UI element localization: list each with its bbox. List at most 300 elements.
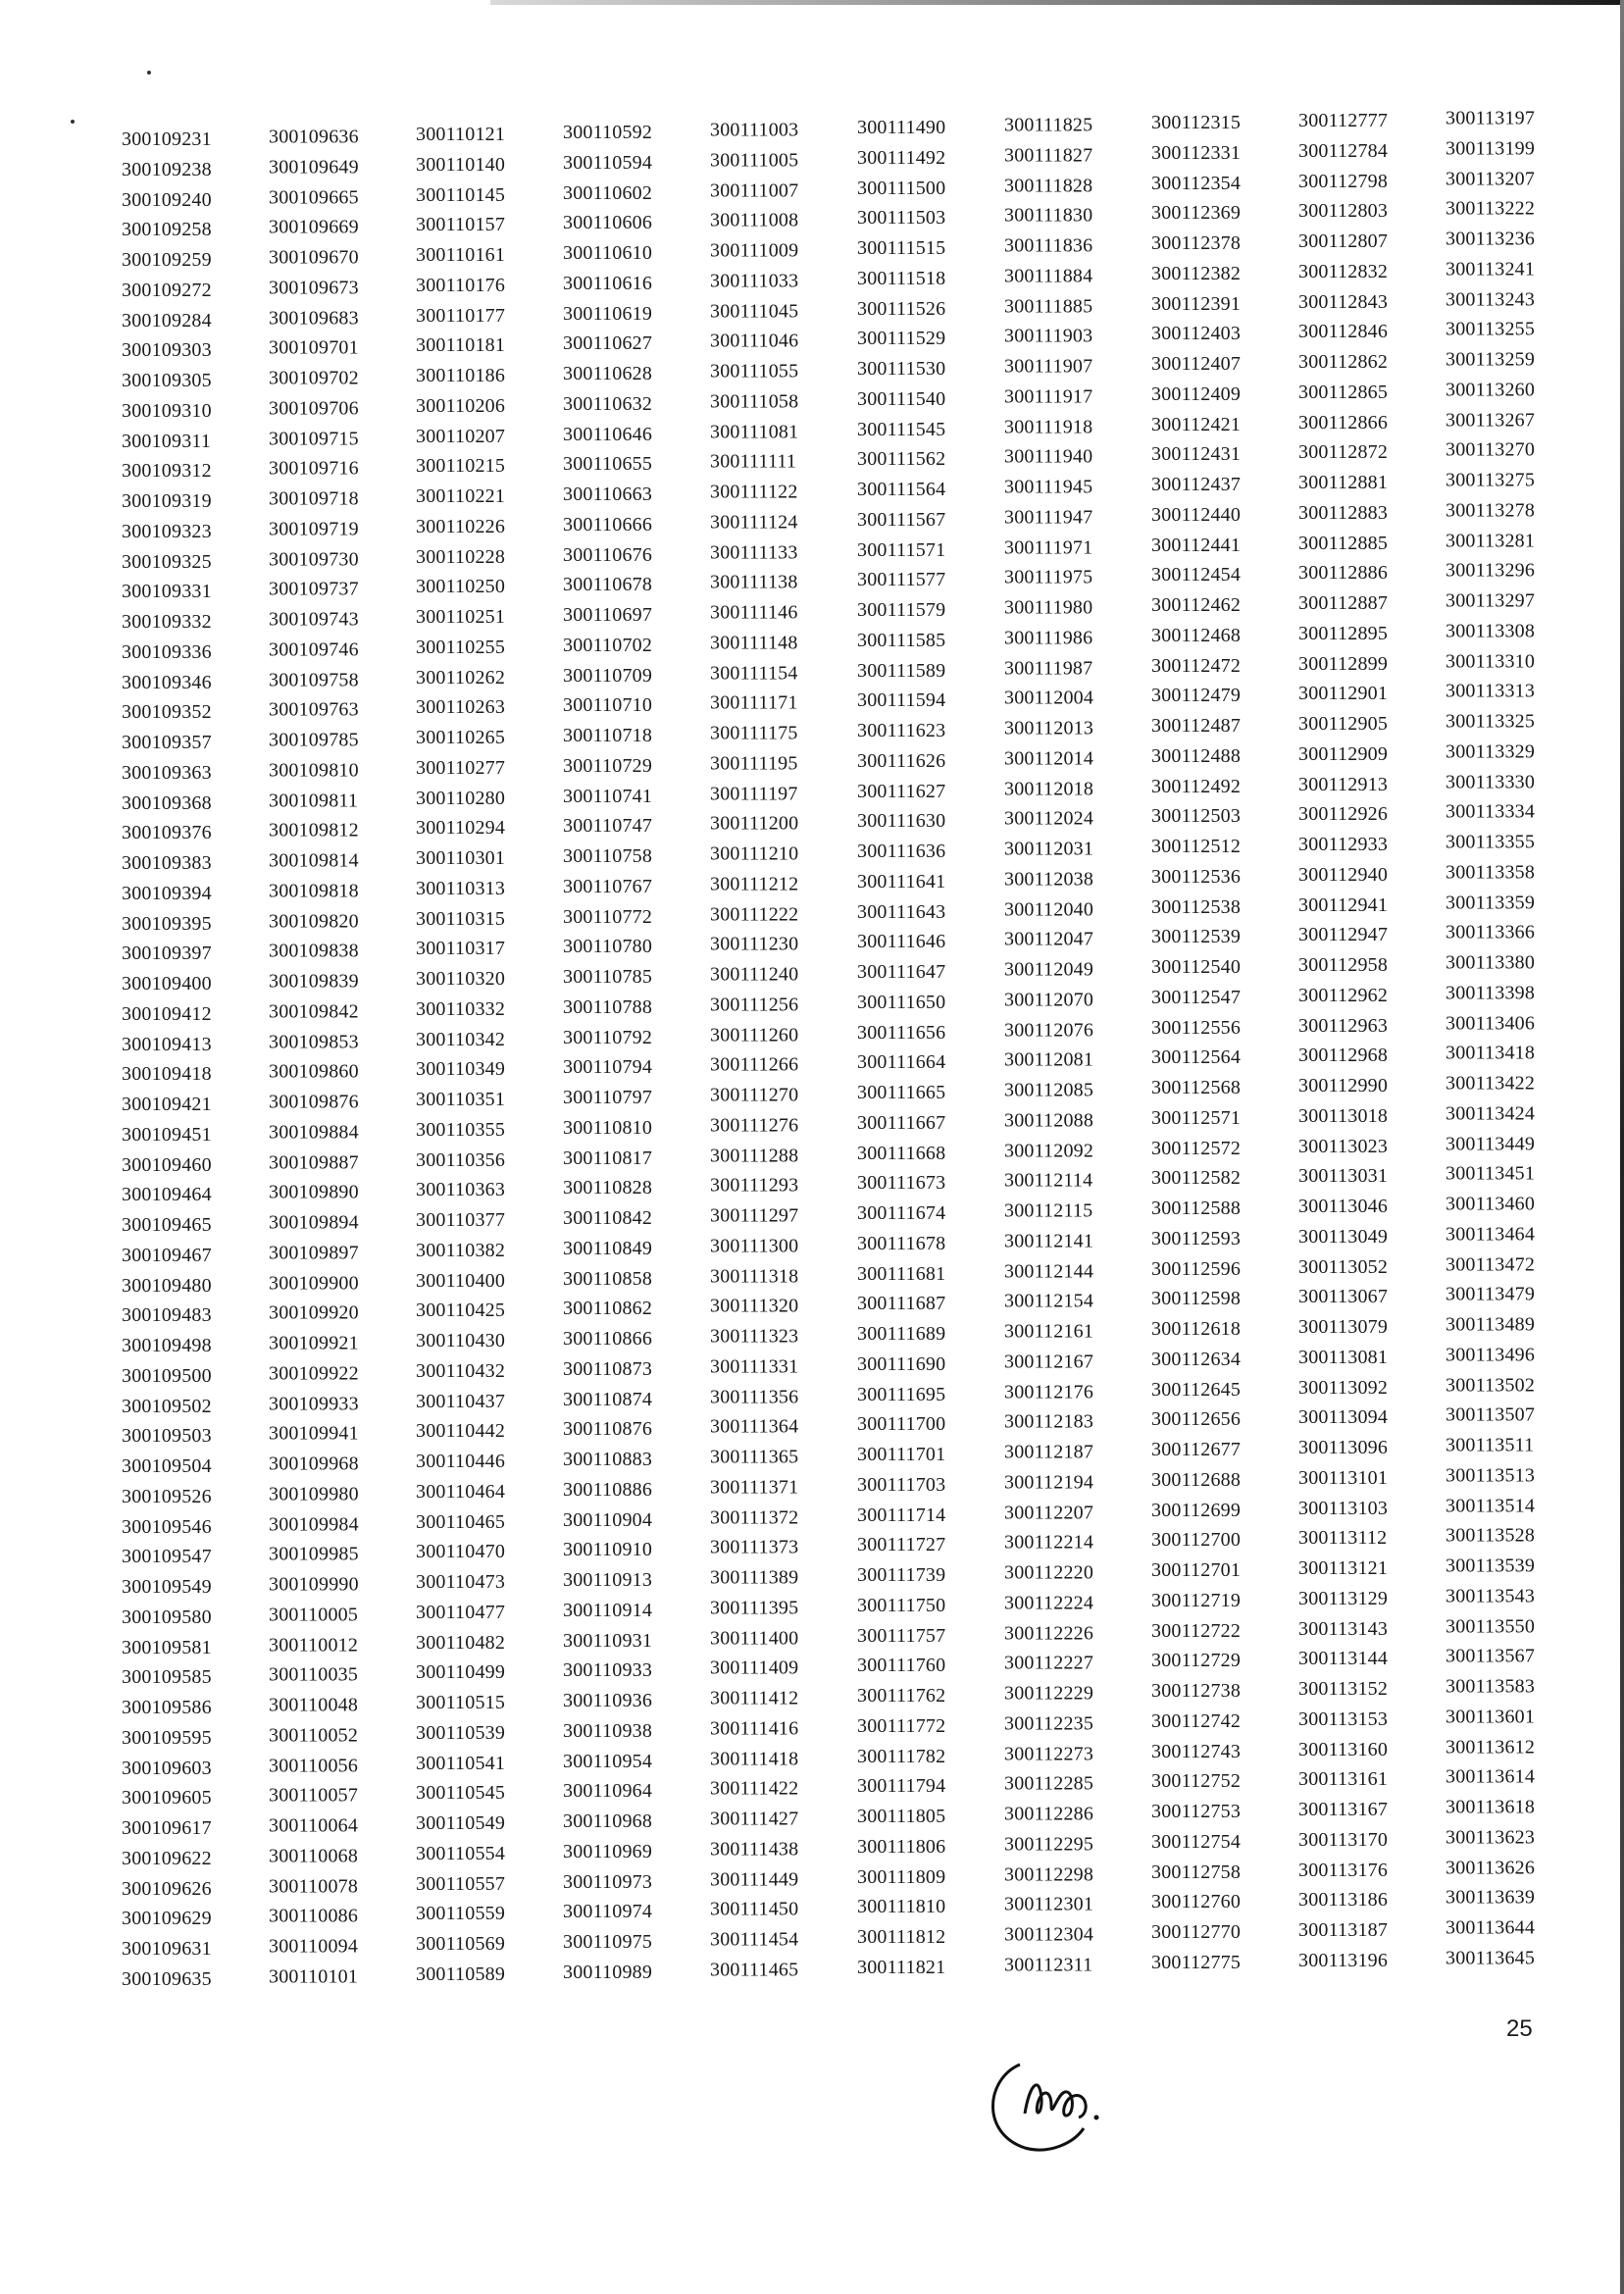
roll-number-cell: 300111739 xyxy=(857,1564,946,1586)
roll-number-cell: 300112865 xyxy=(1298,381,1389,403)
roll-number-cell: 300111701 xyxy=(857,1444,946,1465)
roll-number-cell: 300111687 xyxy=(857,1293,946,1315)
roll-number-cell: 300112596 xyxy=(1151,1257,1242,1280)
roll-number-cell: 300109763 xyxy=(269,698,359,721)
roll-number-cell: 300109941 xyxy=(269,1422,359,1445)
roll-number-cell: 300113325 xyxy=(1446,710,1536,733)
roll-number-cell: 300113260 xyxy=(1446,379,1536,401)
roll-number-cell: 300111641 xyxy=(857,870,946,892)
roll-number-cell: 300110317 xyxy=(416,938,506,960)
roll-number-cell: 300110048 xyxy=(269,1694,359,1716)
roll-number-cell: 300109636 xyxy=(269,126,359,148)
roll-number-cell: 300109810 xyxy=(269,759,359,782)
roll-number-cell: 300110086 xyxy=(269,1905,359,1927)
roll-number-cell: 300112183 xyxy=(1004,1410,1094,1433)
roll-number-cell: 300109890 xyxy=(269,1181,359,1203)
roll-number-cell: 300112634 xyxy=(1151,1348,1242,1370)
roll-number-cell: 300112081 xyxy=(1004,1048,1094,1071)
roll-number-cell: 300113187 xyxy=(1298,1918,1389,1941)
roll-number-cell: 300110206 xyxy=(416,394,506,417)
roll-number-cell: 300111356 xyxy=(710,1385,799,1407)
roll-number-cell: 300111643 xyxy=(857,900,946,923)
roll-number-cell: 300111665 xyxy=(857,1082,946,1103)
roll-number-cell: 300113528 xyxy=(1446,1524,1536,1547)
roll-number-cell: 300113479 xyxy=(1446,1283,1536,1305)
roll-number-cell: 300109272 xyxy=(122,279,212,301)
roll-number-cell: 300112571 xyxy=(1151,1106,1242,1129)
roll-number-cell: 300111003 xyxy=(710,119,799,141)
roll-number-cell: 300110589 xyxy=(416,1963,506,1985)
roll-number-cell: 300110678 xyxy=(563,574,653,596)
roll-number-cell: 300112076 xyxy=(1004,1019,1094,1042)
roll-number-cell: 300113355 xyxy=(1446,831,1536,853)
roll-number-cell: 300111827 xyxy=(1004,144,1093,167)
roll-number-cell: 300109758 xyxy=(269,669,359,691)
roll-number-cell: 300109336 xyxy=(122,640,212,663)
roll-number-cell: 300111530 xyxy=(857,358,946,380)
roll-number-cell: 300111033 xyxy=(710,270,799,292)
roll-number-cell: 300111690 xyxy=(857,1352,946,1375)
roll-number-cell: 300113222 xyxy=(1446,197,1536,220)
roll-number-cell: 300113049 xyxy=(1298,1225,1389,1248)
roll-number-cell: 300112235 xyxy=(1004,1712,1094,1735)
roll-number-cell: 300112088 xyxy=(1004,1109,1094,1132)
roll-number-cell: 300111650 xyxy=(857,991,946,1013)
roll-number-cell: 300113329 xyxy=(1446,740,1536,763)
roll-number-cell: 300110541 xyxy=(416,1752,506,1774)
roll-number-cell: 300110012 xyxy=(269,1634,359,1657)
roll-number-cell: 300112885 xyxy=(1298,532,1389,554)
roll-number-cell: 300109305 xyxy=(122,370,212,391)
roll-number-cell: 300113101 xyxy=(1298,1466,1389,1489)
roll-number-cell: 300109876 xyxy=(269,1091,359,1113)
roll-number-cell: 300110792 xyxy=(563,1026,653,1048)
roll-number-cell: 300112462 xyxy=(1151,594,1242,617)
roll-number-cell: 300109303 xyxy=(122,339,212,362)
roll-number-cell: 300110320 xyxy=(416,968,506,991)
roll-number-cell: 300109585 xyxy=(122,1666,212,1689)
roll-number-cell: 300110294 xyxy=(416,817,506,840)
scan-top-edge xyxy=(490,0,1624,5)
roll-number-cell: 300110554 xyxy=(416,1842,506,1864)
roll-number-cell: 300112564 xyxy=(1151,1046,1242,1069)
roll-number-cell: 300113618 xyxy=(1446,1796,1536,1818)
roll-number-cell: 300112588 xyxy=(1151,1198,1242,1220)
roll-number-cell: 300110873 xyxy=(563,1357,653,1380)
roll-number-cell: 300109635 xyxy=(122,1967,212,1990)
roll-number-cell: 300112803 xyxy=(1298,200,1389,223)
roll-number-cell: 300109719 xyxy=(269,518,359,540)
roll-number-cell: 300111667 xyxy=(857,1111,946,1134)
roll-number-cell: 300109451 xyxy=(122,1123,212,1146)
roll-number-cell: 300109933 xyxy=(269,1393,359,1415)
roll-number-cell: 300110780 xyxy=(563,936,653,958)
roll-number-cell: 300110315 xyxy=(416,907,506,930)
roll-number-cell: 300110710 xyxy=(563,694,653,717)
roll-number-cell: 300110616 xyxy=(563,272,653,294)
roll-number-cell: 300109838 xyxy=(269,940,359,962)
roll-number-cell: 300109231 xyxy=(122,128,212,150)
roll-number-cell: 300110975 xyxy=(563,1930,653,1953)
roll-number-cell: 300109352 xyxy=(122,701,212,724)
roll-number-cell: 300111270 xyxy=(710,1084,799,1106)
roll-number-cell: 300112754 xyxy=(1151,1830,1242,1853)
roll-number-cell: 300110400 xyxy=(416,1269,506,1292)
roll-number-cell: 300112743 xyxy=(1151,1740,1242,1762)
roll-number-cell: 300110355 xyxy=(416,1118,506,1141)
roll-number-cell: 300110215 xyxy=(416,455,506,478)
roll-number-cell: 300109626 xyxy=(122,1877,212,1900)
roll-number-cell: 300110910 xyxy=(563,1539,653,1561)
roll-number-cell: 300112775 xyxy=(1151,1951,1242,1973)
roll-number-cell: 300112013 xyxy=(1004,717,1094,739)
roll-number-cell: 300109547 xyxy=(122,1546,212,1568)
roll-number-cell: 300111373 xyxy=(710,1536,799,1558)
roll-number-cell: 300111045 xyxy=(710,299,799,322)
roll-number-cell: 300113418 xyxy=(1446,1042,1536,1064)
roll-number-cell: 300110442 xyxy=(416,1420,506,1443)
roll-number-cell: 300112479 xyxy=(1151,685,1242,707)
roll-number-cell: 300111907 xyxy=(1004,355,1093,378)
roll-number-cell: 300109549 xyxy=(122,1576,212,1598)
roll-number-cell: 300109480 xyxy=(122,1274,212,1297)
roll-number-cell: 300112539 xyxy=(1151,926,1242,948)
scan-speck xyxy=(147,71,151,75)
roll-number-cell: 300112207 xyxy=(1004,1502,1094,1524)
roll-number-cell: 300110332 xyxy=(416,997,506,1020)
roll-number-cell: 300112014 xyxy=(1004,747,1094,770)
roll-number-cell: 300110280 xyxy=(416,787,506,809)
roll-number-cell: 300111009 xyxy=(710,239,799,262)
roll-number-cell: 300111678 xyxy=(857,1232,946,1254)
roll-number-cell: 300110094 xyxy=(269,1935,359,1958)
roll-number-cell: 300111903 xyxy=(1004,325,1093,347)
roll-number-cell: 300109820 xyxy=(269,910,359,933)
roll-number-cell: 300113406 xyxy=(1446,1011,1536,1034)
roll-number-cell: 300113639 xyxy=(1446,1886,1536,1909)
roll-number-cell: 300110968 xyxy=(563,1810,653,1832)
roll-number-cell: 300110655 xyxy=(563,453,653,476)
roll-number-cell: 300109884 xyxy=(269,1121,359,1144)
roll-number-cell: 300111266 xyxy=(710,1053,799,1076)
roll-number-cell: 300109785 xyxy=(269,729,359,751)
roll-number-cell: 300111372 xyxy=(710,1505,799,1528)
roll-number-cell: 300110747 xyxy=(563,815,653,838)
roll-number-cell: 300109421 xyxy=(122,1094,212,1115)
roll-number-cell: 300112784 xyxy=(1298,139,1389,162)
roll-number-cell: 300112905 xyxy=(1298,712,1389,735)
roll-number-column xyxy=(857,113,1004,1983)
roll-number-cell: 300112286 xyxy=(1004,1803,1094,1825)
roll-number-cell: 300109346 xyxy=(122,671,212,693)
roll-number-cell: 300113296 xyxy=(1446,559,1536,582)
roll-number-cell: 300112729 xyxy=(1151,1650,1242,1672)
roll-number-cell: 300111081 xyxy=(710,420,799,442)
roll-number-cell: 300111500 xyxy=(857,177,946,199)
roll-number-cell: 300111772 xyxy=(857,1714,946,1737)
roll-number-cell: 300109500 xyxy=(122,1364,212,1387)
roll-number-cell: 300111884 xyxy=(1004,265,1093,287)
roll-number-cell: 300113278 xyxy=(1446,499,1536,522)
roll-number-cell: 300113207 xyxy=(1446,167,1536,189)
roll-number-cell: 300110702 xyxy=(563,634,653,656)
roll-number-cell: 300110499 xyxy=(416,1661,506,1684)
roll-number-cell: 300109649 xyxy=(269,156,359,178)
roll-number-cell: 300109968 xyxy=(269,1453,359,1475)
roll-number-cell: 300111636 xyxy=(857,841,946,862)
roll-number-cell: 300111210 xyxy=(710,842,799,865)
roll-number-cell: 300110265 xyxy=(416,727,506,749)
roll-number-column xyxy=(563,118,710,1988)
roll-number-cell: 300112049 xyxy=(1004,958,1094,981)
roll-number-cell: 300111230 xyxy=(710,933,799,955)
roll-number-cell: 300112887 xyxy=(1298,591,1389,614)
roll-number-cell: 300113267 xyxy=(1446,408,1536,431)
roll-number-cell: 300111055 xyxy=(710,360,799,382)
roll-number-cell: 300111046 xyxy=(710,330,799,352)
roll-number-cell: 300113614 xyxy=(1446,1765,1536,1788)
roll-number-cell: 300112115 xyxy=(1004,1199,1093,1222)
roll-number-cell: 300110301 xyxy=(416,847,506,870)
roll-number-cell: 300111133 xyxy=(710,540,798,563)
roll-number-cell: 300111148 xyxy=(710,632,798,654)
roll-number-cell: 300113380 xyxy=(1446,951,1536,974)
roll-number-cell: 300110425 xyxy=(416,1300,506,1322)
roll-number-cell: 300112947 xyxy=(1298,924,1389,946)
roll-number-cell: 300111830 xyxy=(1004,204,1093,227)
roll-number-cell: 300111365 xyxy=(710,1446,799,1468)
roll-number-cell: 300110666 xyxy=(563,513,653,535)
roll-number-cell: 300110464 xyxy=(416,1480,506,1503)
roll-number-cell: 300113236 xyxy=(1446,228,1536,250)
roll-number-cell: 300111714 xyxy=(857,1504,946,1526)
roll-number-cell: 300113243 xyxy=(1446,287,1536,310)
roll-number-cell: 300113623 xyxy=(1446,1826,1536,1849)
roll-number-cell: 300109412 xyxy=(122,1002,212,1025)
roll-number-cell: 300113160 xyxy=(1298,1738,1389,1760)
roll-number-cell: 300111626 xyxy=(857,749,946,772)
roll-number-cell: 300109238 xyxy=(122,158,212,180)
roll-number-cell: 300113567 xyxy=(1446,1645,1536,1667)
roll-number-cell: 300113152 xyxy=(1298,1677,1389,1700)
roll-number-cell: 300112753 xyxy=(1151,1801,1242,1823)
roll-number-cell: 300111492 xyxy=(857,146,946,169)
roll-number-cell: 300111371 xyxy=(710,1476,799,1499)
roll-number-cell: 300109258 xyxy=(122,219,212,241)
roll-number-cell: 300109581 xyxy=(122,1636,212,1658)
roll-number-cell: 300110862 xyxy=(563,1298,653,1320)
roll-number-cell: 300112285 xyxy=(1004,1772,1094,1795)
roll-number-cell: 300110277 xyxy=(416,756,506,779)
roll-number-cell: 300112114 xyxy=(1004,1169,1093,1192)
roll-number-cell: 300112141 xyxy=(1004,1230,1094,1252)
roll-number-cell: 300112085 xyxy=(1004,1079,1094,1101)
roll-number-cell: 300112568 xyxy=(1151,1077,1242,1099)
signature-initials xyxy=(981,2045,1128,2163)
roll-number-cell: 300109603 xyxy=(122,1757,212,1779)
roll-number-cell: 300111331 xyxy=(710,1355,799,1378)
roll-number-cell: 300112832 xyxy=(1298,260,1389,282)
roll-number-cell: 300113079 xyxy=(1298,1315,1389,1338)
roll-number-cell: 300109683 xyxy=(269,307,359,330)
roll-number-cell: 300112968 xyxy=(1298,1045,1389,1067)
scan-speck xyxy=(71,120,75,124)
roll-number-cell: 300111681 xyxy=(857,1262,946,1285)
roll-number-cell: 300111828 xyxy=(1004,175,1093,197)
roll-number-cell: 300111917 xyxy=(1004,385,1093,408)
roll-number-cell: 300111673 xyxy=(857,1172,946,1195)
roll-number-cell: 300110718 xyxy=(563,724,653,746)
roll-number-cell: 300113449 xyxy=(1446,1132,1536,1154)
roll-number-cell: 300112092 xyxy=(1004,1140,1094,1162)
roll-number-column xyxy=(1151,108,1298,1978)
roll-number-cell: 300112224 xyxy=(1004,1592,1094,1614)
roll-number-cell: 300111940 xyxy=(1004,445,1093,468)
roll-number-cell: 300113626 xyxy=(1446,1856,1536,1878)
roll-number-cell: 300112024 xyxy=(1004,807,1094,830)
roll-number-cell: 300112770 xyxy=(1151,1921,1242,1944)
roll-number-cell: 300110057 xyxy=(269,1784,359,1807)
roll-number-cell: 300113167 xyxy=(1298,1798,1389,1820)
roll-number-cell: 300111703 xyxy=(857,1473,946,1496)
roll-number-cell: 300109483 xyxy=(122,1304,212,1327)
roll-number-cell: 300112886 xyxy=(1298,562,1389,585)
roll-number-cell: 300111526 xyxy=(857,297,946,320)
roll-number-cell: 300111545 xyxy=(857,418,946,440)
roll-number-cell: 300113121 xyxy=(1298,1556,1389,1579)
roll-number-cell: 300109323 xyxy=(122,520,212,542)
roll-number-cell: 300109842 xyxy=(269,1000,359,1023)
roll-number-cell: 300111806 xyxy=(857,1835,946,1858)
roll-number-cell: 300112273 xyxy=(1004,1743,1094,1765)
roll-number-cell: 300112487 xyxy=(1151,715,1242,738)
roll-number-cell: 300110842 xyxy=(563,1206,653,1229)
roll-number-cell: 300110938 xyxy=(563,1719,653,1742)
roll-number-cell: 300113297 xyxy=(1446,589,1536,612)
roll-number-cell: 300109259 xyxy=(122,249,212,271)
roll-number-cell: 300113129 xyxy=(1298,1587,1389,1609)
roll-number-cell: 300112161 xyxy=(1004,1320,1094,1343)
roll-number-cell: 300110432 xyxy=(416,1359,506,1382)
roll-number-cell: 300113464 xyxy=(1446,1223,1536,1246)
roll-number-cell: 300109504 xyxy=(122,1455,212,1477)
roll-number-cell: 300113366 xyxy=(1446,921,1536,943)
roll-number-cell: 300113644 xyxy=(1446,1916,1536,1939)
roll-number-cell: 300110914 xyxy=(563,1599,653,1621)
roll-number-cell: 300109400 xyxy=(122,973,212,994)
roll-number-cell: 300110549 xyxy=(416,1812,506,1835)
roll-number-cell: 300110161 xyxy=(416,244,506,267)
roll-number-cell: 300110858 xyxy=(563,1267,653,1290)
roll-number-cell: 300111175 xyxy=(710,722,798,744)
roll-number-cell: 300109312 xyxy=(122,460,212,483)
roll-number-cell: 300109397 xyxy=(122,943,212,965)
roll-number-cell: 300111529 xyxy=(857,328,946,350)
roll-number-cell: 300113472 xyxy=(1446,1252,1536,1275)
roll-number-cell: 300111674 xyxy=(857,1202,946,1224)
roll-number-cell: 300112598 xyxy=(1151,1288,1242,1310)
roll-number-cell: 300111395 xyxy=(710,1597,799,1619)
roll-number-cell: 300111449 xyxy=(710,1867,799,1890)
roll-number-cell: 300111200 xyxy=(710,812,799,835)
roll-number-cell: 300110437 xyxy=(416,1390,506,1412)
roll-number-cell: 300111695 xyxy=(857,1383,946,1405)
roll-number-cell: 300112688 xyxy=(1151,1468,1242,1491)
roll-number-cell: 300112760 xyxy=(1151,1891,1242,1913)
roll-number-cell: 300110594 xyxy=(563,151,653,174)
roll-number-cell: 300109502 xyxy=(122,1395,212,1417)
roll-number-cell: 300109595 xyxy=(122,1726,212,1749)
roll-number-cell: 300110078 xyxy=(269,1875,359,1898)
roll-number-cell: 300111947 xyxy=(1004,506,1093,529)
roll-number-cell: 300112038 xyxy=(1004,868,1094,891)
roll-number-cell: 300113275 xyxy=(1446,469,1536,491)
roll-number-cell: 300110697 xyxy=(563,603,653,626)
roll-number-cell: 300110989 xyxy=(563,1961,653,1983)
roll-number-cell: 300109670 xyxy=(269,246,359,269)
roll-number-cell: 300111986 xyxy=(1004,627,1093,649)
roll-number-cell: 300109860 xyxy=(269,1060,359,1083)
roll-number-cell: 300111821 xyxy=(857,1956,946,1978)
roll-number-cell: 300109240 xyxy=(122,188,212,211)
roll-number-cell: 300110936 xyxy=(563,1689,653,1711)
roll-number-cell: 300112958 xyxy=(1298,953,1389,976)
roll-number-column xyxy=(1446,103,1593,1973)
roll-number-cell: 300110226 xyxy=(416,515,506,537)
roll-number-cell: 300111971 xyxy=(1004,536,1093,559)
roll-number-cell: 300110140 xyxy=(416,153,506,176)
roll-number-cell: 300110176 xyxy=(416,274,506,296)
roll-number-cell: 300109617 xyxy=(122,1817,212,1839)
roll-number-cell: 300109746 xyxy=(269,638,359,661)
roll-number-cell: 300109331 xyxy=(122,581,212,603)
roll-number-cell: 300109605 xyxy=(122,1787,212,1810)
roll-number-cell: 300109980 xyxy=(269,1483,359,1505)
roll-number-cell: 300109395 xyxy=(122,912,212,935)
roll-number-cell: 300113197 xyxy=(1446,107,1536,129)
roll-number-cell: 300111171 xyxy=(710,691,798,714)
roll-number-cell: 300112421 xyxy=(1151,413,1242,435)
roll-number-cell: 300110068 xyxy=(269,1845,359,1867)
roll-number-cell: 300110931 xyxy=(563,1629,653,1652)
roll-number-cell: 300111646 xyxy=(857,931,946,953)
roll-number-cell: 300112144 xyxy=(1004,1260,1094,1283)
roll-number-cell: 300111422 xyxy=(710,1777,799,1800)
roll-number-cell: 300113358 xyxy=(1446,861,1536,884)
roll-number-cell: 300110619 xyxy=(563,302,653,325)
roll-number-cell: 300110251 xyxy=(416,606,506,629)
roll-number-cell: 300111825 xyxy=(1004,114,1093,136)
roll-number-cell: 300110964 xyxy=(563,1780,653,1803)
roll-number-cell: 300111540 xyxy=(857,387,946,410)
roll-number-cell: 300112963 xyxy=(1298,1014,1389,1037)
roll-number-cell: 300111256 xyxy=(710,994,799,1016)
roll-number-cell: 300112699 xyxy=(1151,1499,1242,1521)
roll-number-cell: 300111577 xyxy=(857,569,946,591)
roll-number-cell: 300109503 xyxy=(122,1425,212,1448)
roll-number-cell: 300110221 xyxy=(416,485,506,508)
roll-number-cell: 300109818 xyxy=(269,880,359,902)
roll-number-cell: 300109357 xyxy=(122,732,212,753)
roll-number-cell: 300110610 xyxy=(563,241,653,264)
roll-number-cell: 300111810 xyxy=(857,1896,946,1918)
roll-number-cell: 300110632 xyxy=(563,392,653,415)
roll-number-cell: 300111567 xyxy=(857,508,946,531)
roll-number-cell: 300113514 xyxy=(1446,1494,1536,1516)
roll-number-cell: 300110477 xyxy=(416,1601,506,1623)
roll-number-cell: 300111154 xyxy=(710,661,798,684)
roll-number-cell: 300111805 xyxy=(857,1806,946,1827)
